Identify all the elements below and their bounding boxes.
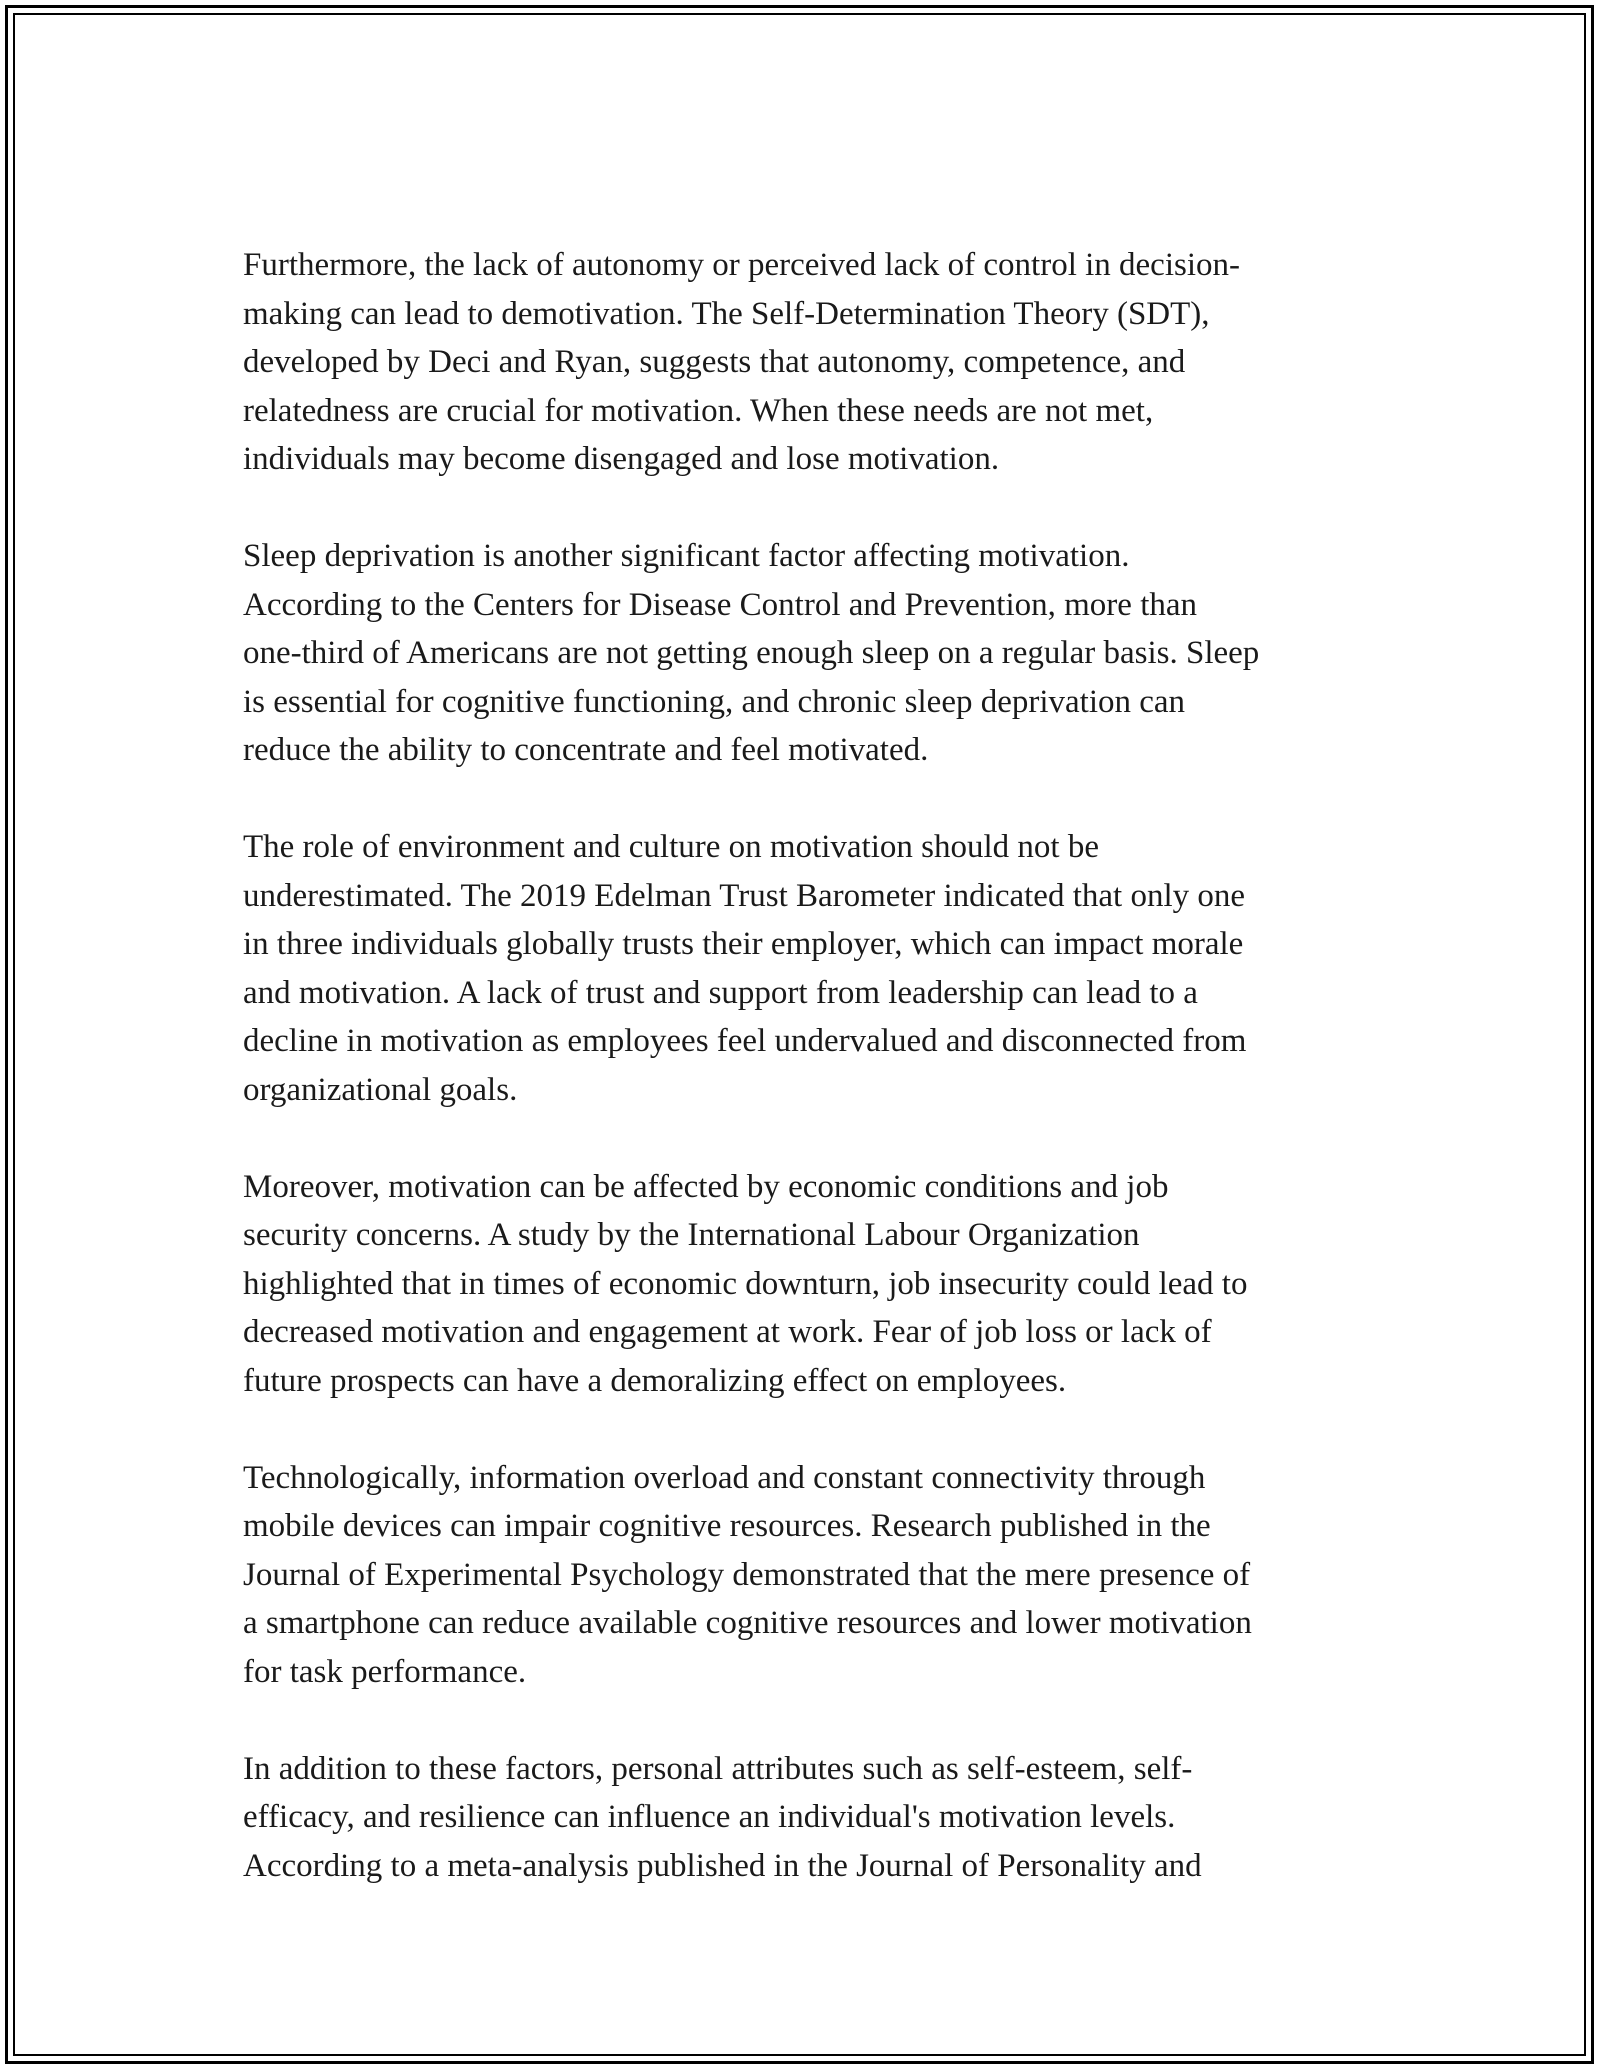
paragraph-environment [243, 823, 1383, 1114]
text-line: making can lead to demotivation. The Self-Determination Theory (SDT), [243, 295, 1210, 332]
text-line: relatedness are crucial for motivation. When these needs are not met, [243, 392, 1154, 429]
paragraph-technology [243, 1454, 1383, 1697]
text-line: a smartphone can reduce available cognitive resources and lower motivation [243, 1605, 1252, 1641]
text-line: organizational goals. [243, 1071, 518, 1108]
text-line: future prospects can have a demoralizing effect on employees. [243, 1362, 1067, 1399]
text-line: Furthermore, the lack of autonomy or perceived lack of control in decision- [243, 247, 1240, 283]
text-line: developed by Deci and Ryan, suggests that autonomy, competence, and [243, 344, 1186, 380]
text-line: and motivation. A lack of trust and support from leadership can lead to a [243, 974, 1198, 1011]
text-line: Sleep deprivation is another significant factor affecting motivation. [243, 538, 1130, 574]
text-line: is essential for cognitive functioning, and chronic sleep deprivation can [243, 683, 1186, 720]
text-line: reduce the ability to concentrate and feel motivated. [243, 732, 929, 768]
text-line: decline in motivation as employees feel undervalued and disconnected from [243, 1023, 1247, 1059]
text-line: According to the Centers for Disease Control and Prevention, more than [243, 586, 1198, 623]
paragraph-personal-attributes [243, 1745, 1383, 1891]
paragraph-economic [243, 1163, 1383, 1406]
text-line: Journal of Experimental Psychology demonstrated that the mere presence of [243, 1556, 1251, 1593]
text-line: Moreover, motivation can be affected by economic conditions and job [243, 1168, 1169, 1205]
paragraph-autonomy [243, 241, 1383, 484]
text-line: decreased motivation and engagement at work. Fear of job loss or lack of [243, 1314, 1212, 1350]
text-line: underestimated. The 2019 Edelman Trust Barometer indicated that only one [243, 877, 1246, 914]
text-line: individuals may become disengaged and lose motivation. [243, 441, 1000, 477]
paragraph-sleep [243, 532, 1383, 775]
page-frame [5, 5, 1594, 2064]
text-line: According to a meta-analysis published in the Journal of Personality and [243, 1847, 1202, 1884]
text-line: highlighted that in times of economic downturn, job insecurity could lead to [243, 1265, 1248, 1302]
text-line: mobile devices can impair cognitive resources. Research published in the [243, 1508, 1211, 1544]
text-line: The role of environment and culture on motivation should not be [243, 829, 1099, 865]
text-line: Technologically, information overload and constant connectivity through [243, 1459, 1206, 1496]
text-line: efficacy, and resilience can influence an individual's motivation levels. [243, 1799, 1176, 1835]
document-body [243, 241, 1383, 1939]
text-line: in three individuals globally trusts their employer, which can impact morale [243, 926, 1244, 962]
text-line: for task performance. [243, 1653, 527, 1690]
text-line: In addition to these factors, personal attributes such as self-esteem, self- [243, 1750, 1193, 1787]
text-line: one-third of Americans are not getting enough sleep on a regular basis. Sleep [243, 635, 1260, 671]
text-line: security concerns. A study by the International Labour Organization [243, 1217, 1140, 1253]
